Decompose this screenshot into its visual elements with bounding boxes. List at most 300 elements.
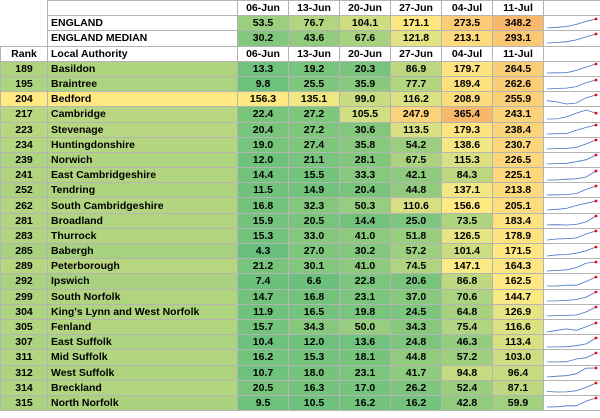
value-cell: 16.5 <box>289 304 340 319</box>
value-cell: 13.3 <box>238 61 289 76</box>
value-cell: 243.1 <box>493 107 544 122</box>
value-cell: 43.6 <box>289 31 340 46</box>
local-authority-header: Local Authority <box>48 46 238 61</box>
sparkline <box>544 17 599 30</box>
date-header: 04-Jul <box>442 1 493 16</box>
sparkline-cell <box>544 213 600 228</box>
value-cell: 99.0 <box>340 92 391 107</box>
table-row <box>1 107 600 122</box>
sparkline-line <box>547 125 596 134</box>
date-header: 13-Jun <box>289 46 340 61</box>
value-cell: 179.3 <box>442 122 493 137</box>
value-cell: 348.2 <box>493 16 544 31</box>
value-cell: 41.7 <box>391 365 442 380</box>
sparkline-cell <box>544 380 600 395</box>
sparkline-cell <box>544 16 600 31</box>
summary-row <box>1 31 600 46</box>
value-cell: 33.3 <box>340 168 391 183</box>
rank-cell: 262 <box>1 198 48 213</box>
value-cell: 20.4 <box>238 122 289 137</box>
value-cell: 255.9 <box>493 92 544 107</box>
value-cell: 104.1 <box>340 16 391 31</box>
sparkline-cell <box>544 319 600 334</box>
value-cell: 46.3 <box>442 335 493 350</box>
sparkline-line <box>547 398 596 407</box>
sparkline-cell <box>544 259 600 274</box>
date-header: 06-Jun <box>238 1 289 16</box>
sparkline-line <box>547 140 596 149</box>
table-row <box>1 198 600 213</box>
value-cell: 18.1 <box>340 350 391 365</box>
sparkline-line <box>547 34 596 43</box>
value-cell: 20.5 <box>289 213 340 228</box>
local-authority-name: Stevenage <box>48 122 238 137</box>
value-cell: 53.5 <box>238 16 289 31</box>
rank-cell: 307 <box>1 335 48 350</box>
value-cell: 41.0 <box>340 228 391 243</box>
value-cell: 15.3 <box>238 228 289 243</box>
sparkline-end-dot <box>595 260 598 263</box>
value-cell: 20.5 <box>238 380 289 395</box>
local-authority-name: East Suffolk <box>48 335 238 350</box>
local-authority-name: Cambridge <box>48 107 238 122</box>
sparkline-cell <box>544 395 600 410</box>
local-authority-name: Breckland <box>48 380 238 395</box>
value-cell: 54.2 <box>391 137 442 152</box>
value-cell: 77.7 <box>391 76 442 91</box>
value-cell: 213.8 <box>493 183 544 198</box>
value-cell: 30.2 <box>340 244 391 259</box>
date-header: 27-Jun <box>391 46 442 61</box>
value-cell: 144.7 <box>493 289 544 304</box>
sparkline-line <box>547 64 596 73</box>
value-cell: 19.2 <box>289 61 340 76</box>
rank-cell: 195 <box>1 76 48 91</box>
rank-cell: 305 <box>1 319 48 334</box>
value-cell: 121.8 <box>391 31 442 46</box>
value-cell: 35.8 <box>340 137 391 152</box>
table-row <box>1 61 600 76</box>
value-cell: 230.7 <box>493 137 544 152</box>
value-cell: 25.0 <box>391 213 442 228</box>
sparkline <box>544 351 599 364</box>
sparkline <box>544 214 599 227</box>
sparkline <box>544 153 599 166</box>
sparkline <box>544 321 599 334</box>
value-cell: 96.4 <box>493 365 544 380</box>
local-authority-name: North Norfolk <box>48 395 238 410</box>
sparkline-line <box>547 292 596 301</box>
local-authority-name: Babergh <box>48 244 238 259</box>
value-cell: 87.1 <box>493 380 544 395</box>
date-header: 11-Jul <box>493 46 544 61</box>
sparkline-line <box>547 171 596 180</box>
rank-cell: 285 <box>1 244 48 259</box>
rank-cell: 292 <box>1 274 48 289</box>
sparkline <box>544 108 599 121</box>
sparkline <box>544 336 599 349</box>
value-cell: 67.6 <box>340 31 391 46</box>
value-cell: 57.2 <box>442 350 493 365</box>
table-row <box>1 244 600 259</box>
local-authority-name: Peterborough <box>48 259 238 274</box>
value-cell: 22.8 <box>340 274 391 289</box>
value-cell: 23.1 <box>340 289 391 304</box>
value-cell: 67.5 <box>391 152 442 167</box>
value-cell: 73.5 <box>442 213 493 228</box>
blank-cell <box>1 1 48 16</box>
value-cell: 126.9 <box>493 304 544 319</box>
local-authority-name: Basildon <box>48 61 238 76</box>
rank-cell: 252 <box>1 183 48 198</box>
value-cell: 24.8 <box>391 335 442 350</box>
sparkline-end-dot <box>595 139 598 142</box>
date-header: 13-Jun <box>289 1 340 16</box>
local-authority-name: West Suffolk <box>48 365 238 380</box>
sparkline-end-dot <box>595 367 598 370</box>
value-cell: 147.1 <box>442 259 493 274</box>
local-authority-name: Ipswich <box>48 274 238 289</box>
value-cell: 262.6 <box>493 76 544 91</box>
sparkline-cell <box>544 107 600 122</box>
value-cell: 30.1 <box>289 259 340 274</box>
sparkline-end-dot <box>595 112 598 115</box>
value-cell: 14.9 <box>289 183 340 198</box>
sparkline-line <box>547 80 596 89</box>
value-cell: 27.0 <box>289 244 340 259</box>
sparkline-end-dot <box>595 200 598 203</box>
value-cell: 42.8 <box>442 395 493 410</box>
value-cell: 19.8 <box>340 304 391 319</box>
summary-name: ENGLAND MEDIAN <box>48 31 238 46</box>
rank-cell: 312 <box>1 365 48 380</box>
value-cell: 273.5 <box>442 16 493 31</box>
table-row <box>1 213 600 228</box>
rank-cell: 314 <box>1 380 48 395</box>
date-header: 20-Jun <box>340 46 391 61</box>
value-cell: 27.4 <box>289 137 340 152</box>
sparkline-line <box>547 110 596 119</box>
sparkline-cell <box>544 76 600 91</box>
sparkline-cell <box>544 183 600 198</box>
value-cell: 12.0 <box>289 335 340 350</box>
value-cell: 205.1 <box>493 198 544 213</box>
value-cell: 171.5 <box>493 244 544 259</box>
value-cell: 20.3 <box>340 61 391 76</box>
value-cell: 101.4 <box>442 244 493 259</box>
sparkline-end-dot <box>595 33 598 36</box>
rank-cell: 241 <box>1 168 48 183</box>
value-cell: 86.8 <box>442 274 493 289</box>
sparkline-cell <box>544 137 600 152</box>
value-cell: 24.5 <box>391 304 442 319</box>
sparkline-line <box>547 262 596 271</box>
sparkline-end-dot <box>595 184 598 187</box>
value-cell: 135.1 <box>289 92 340 107</box>
value-cell: 94.8 <box>442 365 493 380</box>
table-row <box>1 152 600 167</box>
value-cell: 70.6 <box>442 289 493 304</box>
value-cell: 12.0 <box>238 152 289 167</box>
value-cell: 156.6 <box>442 198 493 213</box>
value-cell: 26.2 <box>391 380 442 395</box>
value-cell: 126.5 <box>442 228 493 243</box>
value-cell: 35.9 <box>340 76 391 91</box>
value-cell: 25.5 <box>289 76 340 91</box>
sparkline <box>544 229 599 242</box>
local-authority-name: Bedford <box>48 92 238 107</box>
sparkline <box>544 78 599 91</box>
sparkline <box>544 381 599 394</box>
value-cell: 9.5 <box>238 395 289 410</box>
sparkline-end-dot <box>595 78 598 81</box>
rank-cell: 304 <box>1 304 48 319</box>
value-cell: 110.6 <box>391 198 442 213</box>
value-cell: 113.4 <box>493 335 544 350</box>
sparkline-end-dot <box>595 321 598 324</box>
sparkline-line <box>547 95 596 104</box>
value-cell: 137.1 <box>442 183 493 198</box>
sparkline-end-dot <box>595 382 598 385</box>
value-cell: 156.3 <box>238 92 289 107</box>
value-cell: 13.6 <box>340 335 391 350</box>
sparkline <box>544 184 599 197</box>
sparkline <box>544 123 599 136</box>
rank-cell: 315 <box>1 395 48 410</box>
table-row <box>1 319 600 334</box>
value-cell: 225.1 <box>493 168 544 183</box>
value-cell: 293.1 <box>493 31 544 46</box>
value-cell: 10.4 <box>238 335 289 350</box>
sparkline <box>544 245 599 258</box>
value-cell: 189.4 <box>442 76 493 91</box>
sparkline-cell <box>544 350 600 365</box>
value-cell: 50.0 <box>340 319 391 334</box>
value-cell: 30.6 <box>340 122 391 137</box>
local-authority-name: Broadland <box>48 213 238 228</box>
table-row <box>1 335 600 350</box>
value-cell: 21.1 <box>289 152 340 167</box>
blank-cell <box>544 1 600 16</box>
value-cell: 16.2 <box>340 395 391 410</box>
value-cell: 42.1 <box>391 168 442 183</box>
value-cell: 7.4 <box>238 274 289 289</box>
value-cell: 6.6 <box>289 274 340 289</box>
value-cell: 10.5 <box>289 395 340 410</box>
sparkline-end-dot <box>595 291 598 294</box>
rank-cell: 204 <box>1 92 48 107</box>
sparkline <box>544 290 599 303</box>
table-row <box>1 92 600 107</box>
value-cell: 164.3 <box>493 259 544 274</box>
sparkline-end-dot <box>595 17 598 20</box>
sparkline-end-dot <box>595 245 598 248</box>
date-header: 04-Jul <box>442 46 493 61</box>
value-cell: 183.4 <box>493 213 544 228</box>
sparkline-cell <box>544 228 600 243</box>
sparkline <box>544 32 599 45</box>
rank-cell: 189 <box>1 61 48 76</box>
value-cell: 116.6 <box>493 319 544 334</box>
sparkline-end-dot <box>595 169 598 172</box>
sparkline <box>544 62 599 75</box>
sparkline-end-dot <box>595 93 598 96</box>
sparkline-cell <box>544 274 600 289</box>
sparkline-line <box>547 368 596 377</box>
value-cell: 213.1 <box>442 31 493 46</box>
sparkline-cell <box>544 92 600 107</box>
value-cell: 44.8 <box>391 183 442 198</box>
table-row <box>1 122 600 137</box>
value-cell: 16.3 <box>289 380 340 395</box>
sparkline-line <box>547 307 596 316</box>
sparkline-cell <box>544 289 600 304</box>
value-cell: 103.0 <box>493 350 544 365</box>
sparkline-end-dot <box>595 336 598 339</box>
blank-cell <box>1 31 48 46</box>
sparkline <box>544 396 599 409</box>
value-cell: 19.0 <box>238 137 289 152</box>
value-cell: 116.2 <box>391 92 442 107</box>
rank-cell: 299 <box>1 289 48 304</box>
table-row <box>1 365 600 380</box>
sparkline-line <box>547 338 596 347</box>
value-cell: 50.3 <box>340 198 391 213</box>
sparkline <box>544 366 599 379</box>
value-cell: 10.7 <box>238 365 289 380</box>
value-cell: 264.5 <box>493 61 544 76</box>
value-cell: 76.7 <box>289 16 340 31</box>
sparkline-line <box>547 323 596 332</box>
value-cell: 16.2 <box>391 395 442 410</box>
value-cell: 178.9 <box>493 228 544 243</box>
value-cell: 15.3 <box>289 350 340 365</box>
local-authority-name: East Cambridgeshire <box>48 168 238 183</box>
value-cell: 247.9 <box>391 107 442 122</box>
value-cell: 14.4 <box>340 213 391 228</box>
sparkline-end-dot <box>595 276 598 279</box>
table-row <box>1 168 600 183</box>
blank-cell <box>1 16 48 31</box>
value-cell: 14.7 <box>238 289 289 304</box>
table-row <box>1 274 600 289</box>
value-cell: 11.9 <box>238 304 289 319</box>
sparkline-cell <box>544 61 600 76</box>
value-cell: 74.5 <box>391 259 442 274</box>
sparkline-end-dot <box>595 63 598 66</box>
value-cell: 57.2 <box>391 244 442 259</box>
rank-cell: 234 <box>1 137 48 152</box>
sparkline-line <box>547 155 596 164</box>
value-cell: 51.8 <box>391 228 442 243</box>
date-header: 11-Jul <box>493 1 544 16</box>
table-row <box>1 183 600 198</box>
value-cell: 44.8 <box>391 350 442 365</box>
sparkline <box>544 305 599 318</box>
value-cell: 32.3 <box>289 198 340 213</box>
table-row <box>1 259 600 274</box>
sparkline-end-dot <box>595 352 598 355</box>
value-cell: 16.8 <box>238 198 289 213</box>
value-cell: 11.5 <box>238 183 289 198</box>
summary-name: ENGLAND <box>48 16 238 31</box>
local-authority-name: Tendring <box>48 183 238 198</box>
sparkline-end-dot <box>595 124 598 127</box>
sparkline <box>544 260 599 273</box>
sparkline-line <box>547 353 596 362</box>
local-authority-name: Fenland <box>48 319 238 334</box>
sparkline-cell <box>544 168 600 183</box>
value-cell: 15.7 <box>238 319 289 334</box>
value-cell: 64.8 <box>442 304 493 319</box>
sparkline-line <box>547 216 596 225</box>
table-row <box>1 350 600 365</box>
value-cell: 37.0 <box>391 289 442 304</box>
value-cell: 238.4 <box>493 122 544 137</box>
sparkline <box>544 275 599 288</box>
table-row <box>1 289 600 304</box>
sparkline-cell <box>544 304 600 319</box>
sparkline-line <box>547 186 596 195</box>
value-cell: 20.4 <box>340 183 391 198</box>
rank-header: Rank <box>1 46 48 61</box>
blank-cell <box>544 46 600 61</box>
table-row <box>1 380 600 395</box>
rank-cell: 281 <box>1 213 48 228</box>
value-cell: 179.7 <box>442 61 493 76</box>
local-authority-name: Thurrock <box>48 228 238 243</box>
local-authority-name: King's Lynn and West Norfolk <box>48 304 238 319</box>
sparkline-line <box>547 201 596 210</box>
sparkline-cell <box>544 198 600 213</box>
sparkline-line <box>547 19 596 28</box>
value-cell: 208.9 <box>442 92 493 107</box>
table-row <box>1 395 600 410</box>
date-header: 27-Jun <box>391 1 442 16</box>
date-header: 20-Jun <box>340 1 391 16</box>
value-cell: 21.2 <box>238 259 289 274</box>
value-cell: 15.9 <box>238 213 289 228</box>
sparkline-end-dot <box>595 154 598 157</box>
date-header-row-top <box>1 1 600 16</box>
sparkline <box>544 138 599 151</box>
value-cell: 27.2 <box>289 107 340 122</box>
value-cell: 14.4 <box>238 168 289 183</box>
sparkline-cell <box>544 31 600 46</box>
sparkline <box>544 93 599 106</box>
value-cell: 18.0 <box>289 365 340 380</box>
table-row <box>1 304 600 319</box>
value-cell: 84.3 <box>442 168 493 183</box>
value-cell: 9.8 <box>238 76 289 91</box>
sparkline-line <box>547 277 596 286</box>
value-cell: 365.4 <box>442 107 493 122</box>
value-cell: 28.1 <box>340 152 391 167</box>
sparkline-line <box>547 383 596 392</box>
sparkline-cell <box>544 122 600 137</box>
value-cell: 115.3 <box>442 152 493 167</box>
value-cell: 4.3 <box>238 244 289 259</box>
sparkline <box>544 169 599 182</box>
sparkline-end-dot <box>595 397 598 400</box>
value-cell: 33.0 <box>289 228 340 243</box>
table-row <box>1 76 600 91</box>
rank-cell: 289 <box>1 259 48 274</box>
sparkline-end-dot <box>595 306 598 309</box>
sparkline-line <box>547 247 596 256</box>
rank-cell: 311 <box>1 350 48 365</box>
local-authority-name: Braintree <box>48 76 238 91</box>
